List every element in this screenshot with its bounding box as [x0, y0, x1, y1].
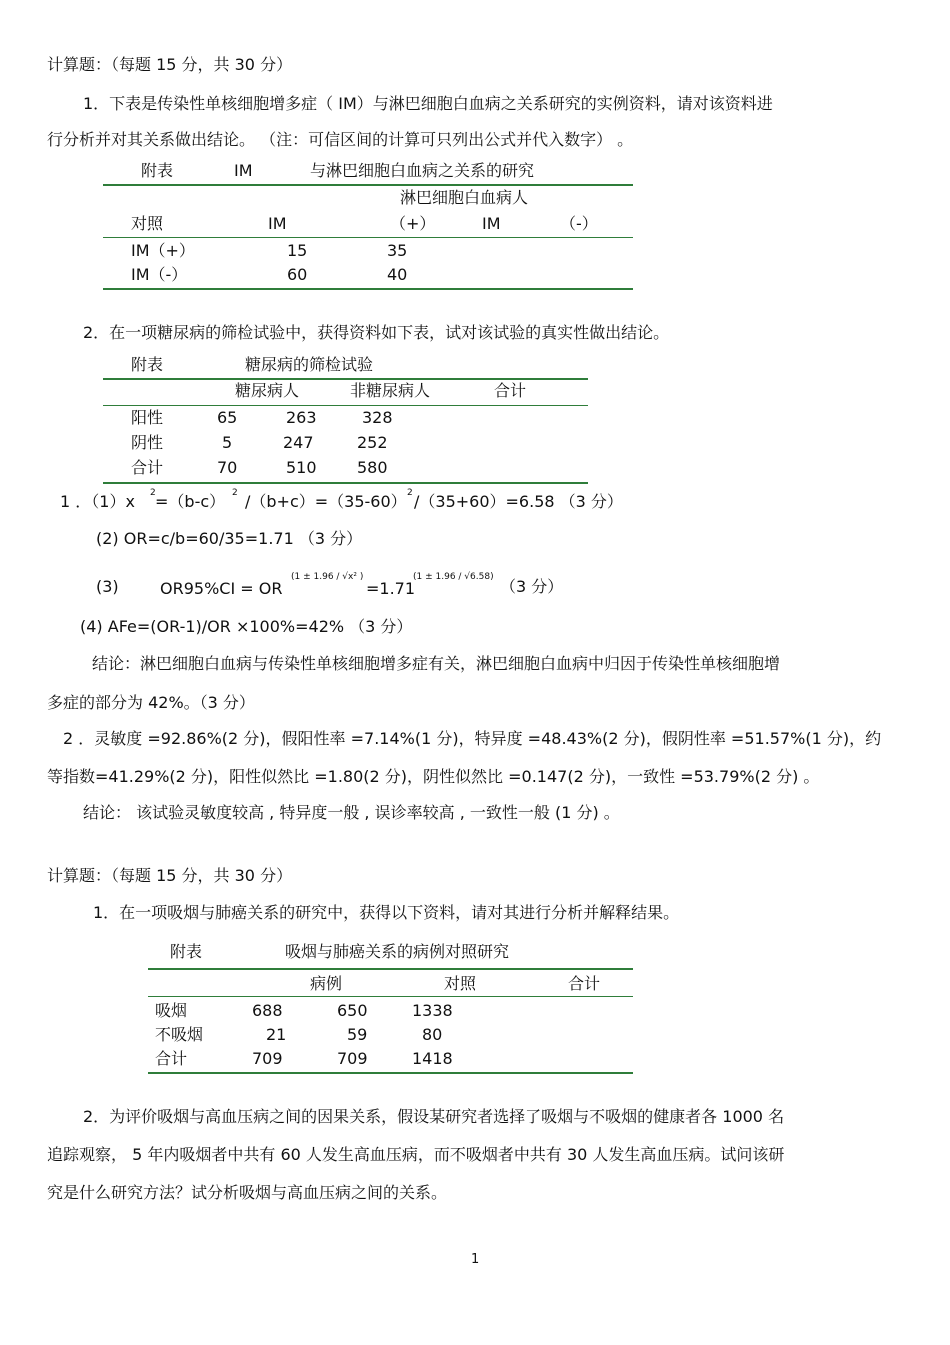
table-row-label: 阴性 [131, 433, 164, 452]
superscript: 2 [232, 488, 238, 498]
table-cell: 580 [357, 458, 388, 477]
answer-2: 等指数=41.29%(2 分)，阳性似然比 =1.80(2 分)，阴性似然比 =0.147(2 分)，一致性 =53.79%(2 分) 。 [47, 767, 820, 786]
answer-text: (3) [96, 577, 119, 596]
superscript: 2 [407, 488, 413, 498]
table-caption-label: 附表 [170, 942, 203, 961]
table-caption-title: 糖尿病的筛检试验 [245, 355, 374, 374]
table-cell: 5 [222, 433, 233, 452]
table-row-label: 合计 [131, 458, 164, 477]
exponent: (1 ± 1.96 / √6.58) [413, 572, 494, 582]
question-text: 追踪观察， 5 年内吸烟者中共有 60 人发生高血压病，而不吸烟者中共有 30 人发生高血压病。试问该研 [47, 1145, 785, 1164]
table-cell: 21 [266, 1025, 287, 1044]
answer-formula: =1.71 [366, 579, 416, 598]
answer-formula: OR95%CI = OR [160, 579, 283, 598]
table-col-header: 糖尿病人 [235, 381, 300, 400]
table-cell: 40 [387, 265, 408, 284]
page-number: 1 [471, 1252, 480, 1267]
table-cell: 650 [337, 1001, 368, 1020]
table-cell: 328 [362, 408, 393, 427]
table-col-header: 非糖尿病人 [350, 381, 431, 400]
table-row-label: IM（-） [131, 265, 188, 284]
table-cell: 709 [337, 1049, 368, 1068]
answer-score: （3 分） [500, 577, 564, 596]
answer-1-2: (2) OR=c/b=60/35=1.71 （3 分） [96, 529, 363, 548]
table-col-header: 合计 [568, 974, 601, 993]
table-col-header: 对照 [444, 974, 477, 993]
table-cell: 80 [422, 1025, 443, 1044]
table-col-header: IM [482, 214, 501, 233]
table-cell: 59 [347, 1025, 368, 1044]
table-cell: 709 [252, 1049, 283, 1068]
table-cell: 1338 [412, 1001, 453, 1020]
table-caption-label: 附表 [131, 355, 164, 374]
table-row-label: 不吸烟 [155, 1025, 204, 1044]
question-text: 2．为评价吸烟与高血压病之间的因果关系，假设某研究者选择了吸烟与不吸烟的健康者各 1000 名 [83, 1107, 785, 1126]
conclusion-text: 结论：淋巴细胞白血病与传染性单核细胞增多症有关，淋巴细胞白血病中归因于传染性单核细胞增 [92, 654, 781, 673]
answer-text: /（35+60）=6.58 （3 分） [414, 492, 623, 511]
answer-text: /（b+c）=（35-60） [245, 492, 407, 511]
table-col-header: 合计 [494, 381, 527, 400]
table-cell: 688 [252, 1001, 283, 1020]
table-bottom-rule [103, 482, 588, 484]
table-header-rule [148, 996, 633, 997]
question-text: 1．在一项吸烟与肺癌关系的研究中，获得以下资料，请对其进行分析并解释结果。 [93, 903, 680, 922]
table-cell: 60 [287, 265, 308, 284]
table-cell: 1418 [412, 1049, 453, 1068]
table-row-label: 吸烟 [155, 1001, 188, 1020]
table-bottom-rule [148, 1072, 633, 1074]
table-cell: 35 [387, 241, 408, 260]
conclusion-text: 多症的部分为 42%。（3 分） [47, 693, 255, 712]
answer-1-4: (4) AFe=(OR-1)/OR ×100%=42% （3 分） [80, 617, 413, 636]
answer-text: =（b-c） [155, 492, 226, 511]
table-col-header: （+） [390, 214, 436, 233]
table-row-label: 合计 [155, 1049, 188, 1068]
table-caption-abbr: IM [234, 161, 253, 180]
table-cell: 65 [217, 408, 238, 427]
table-cell: 252 [357, 433, 388, 452]
table-cell: 247 [283, 433, 314, 452]
table-cell: 70 [217, 458, 238, 477]
section-heading: 计算题：（每题 15 分，共 30 分） [47, 866, 293, 885]
table-caption-title: 吸烟与肺癌关系的病例对照研究 [285, 942, 510, 961]
table-col-header: 对照 [131, 214, 164, 233]
table-col-header: （-） [560, 214, 598, 233]
answer-2: 2 ．灵敏度 =92.86%(2 分)，假阳性率 =7.14%(1 分)，特异度 =48.43%(2 分)，假阴性率 =51.57%(1 分)，约 [63, 729, 882, 748]
table-cell: 263 [286, 408, 317, 427]
question-text: 2．在一项糖尿病的筛检试验中，获得资料如下表，试对该试验的真实性做出结论。 [83, 323, 670, 342]
question-text: 1．下表是传染性单核细胞增多症（ IM）与淋巴细胞白血病之关系研究的实例资料，请对该资料进 [83, 94, 773, 113]
table-header-rule [103, 405, 588, 406]
conclusion-text: 结论： 该试验灵敏度较高 , 特异度一般 , 误诊率较高 , 一致性一般 (1 分) 。 [83, 803, 620, 822]
table-top-rule [103, 184, 633, 186]
table-cell: 15 [287, 241, 308, 260]
table-cell: 510 [286, 458, 317, 477]
question-text: 究是什么研究方法？试分析吸烟与高血压病之间的关系。 [47, 1183, 448, 1202]
question-text: 行分析并对其关系做出结论。 （注：可信区间的计算可只列出公式并代入数字） 。 [47, 130, 634, 149]
table-col-header: 病例 [310, 974, 343, 993]
exponent: (1 ± 1.96 / √x² ) [291, 572, 364, 582]
answer-text: 1 ．（1）x [60, 492, 135, 511]
superscript: 2 [150, 488, 156, 498]
section-heading: 计算题：（每题 15 分，共 30 分） [47, 55, 293, 74]
table-header-rule [103, 237, 633, 238]
table-caption-title: 与淋巴细胞白血病之关系的研究 [310, 161, 535, 180]
table-col-header: IM [268, 214, 287, 233]
table-row-label: IM（+） [131, 241, 195, 260]
table-caption-label: 附表 [141, 161, 174, 180]
table-top-rule [148, 968, 633, 970]
table-bottom-rule [103, 288, 633, 290]
table-row-label: 阳性 [131, 408, 164, 427]
table-group-header: 淋巴细胞白血病人 [400, 188, 529, 207]
